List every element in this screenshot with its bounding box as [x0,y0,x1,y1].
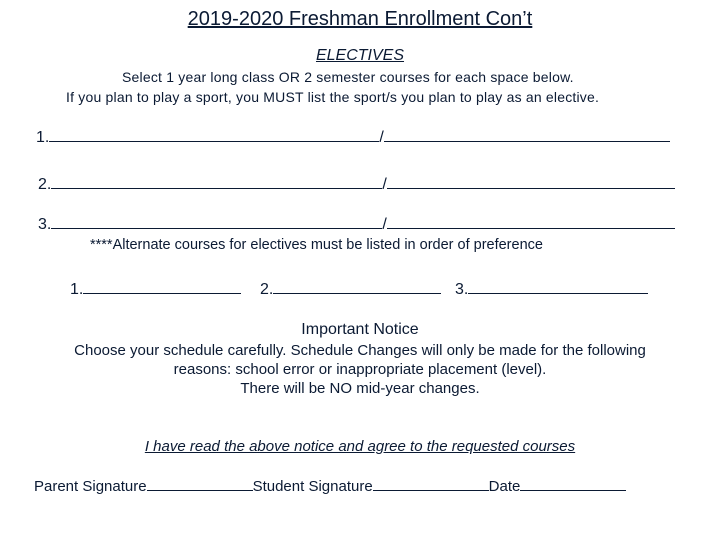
elective-row-number: 1. [36,129,50,146]
elective-row-separator: / [382,216,387,233]
elective-row-separator: / [379,129,384,146]
instruction-line-2: If you plan to play a sport, you MUST list the sport/s you plan to play as an elective. [66,89,600,105]
agreement-statement: I have read the above notice and agree to the requested courses [144,438,576,455]
electives-heading: ELECTIVES [315,47,405,64]
alternate-1 [70,280,241,299]
elective-row-1 [36,127,670,147]
elective-row-number: 3. [38,216,52,233]
elective-row-number: 2. [38,176,52,193]
elective-blank-first[interactable] [51,214,382,229]
alternate-blank[interactable] [83,280,241,294]
date-label: Date [488,478,521,495]
alternate-blank[interactable] [468,280,648,294]
parent-signature-field[interactable] [147,477,253,491]
parent-signature-label: Parent Signature [34,478,147,495]
notice-line-1: Choose your schedule carefully. Schedule Changes will only be made for the following [74,342,646,359]
elective-row-3 [38,214,675,234]
elective-blank-first[interactable] [49,127,379,142]
elective-blank-second[interactable] [384,127,670,142]
alternate-3 [455,280,648,299]
alternate-blank[interactable] [273,280,441,294]
elective-row-separator: / [382,176,387,193]
elective-blank-second[interactable] [387,214,675,229]
elective-blank-first[interactable] [51,174,382,189]
page-title: 2019-2020 Freshman Enrollment Con’t [187,8,533,30]
alternate-2 [260,280,441,299]
notice-title: Important Notice [301,321,419,338]
date-field[interactable] [520,477,626,491]
elective-row-2 [38,174,675,194]
alternate-number: 1. [70,281,84,298]
notice-line-3: There will be NO mid-year changes. [240,380,480,397]
signature-row [34,477,626,495]
instruction-line-1: Select 1 year long class OR 2 semester courses for each space below. [122,69,574,85]
alternate-note: ****Alternate courses for electives must be listed in order of preference [90,237,543,253]
elective-blank-second[interactable] [387,174,675,189]
student-signature-label: Student Signature [252,478,373,495]
alternate-number: 3. [455,281,469,298]
student-signature-field[interactable] [373,477,489,491]
notice-line-2: reasons: school error or inappropriate placement (level). [173,361,547,378]
alternate-number: 2. [260,281,274,298]
